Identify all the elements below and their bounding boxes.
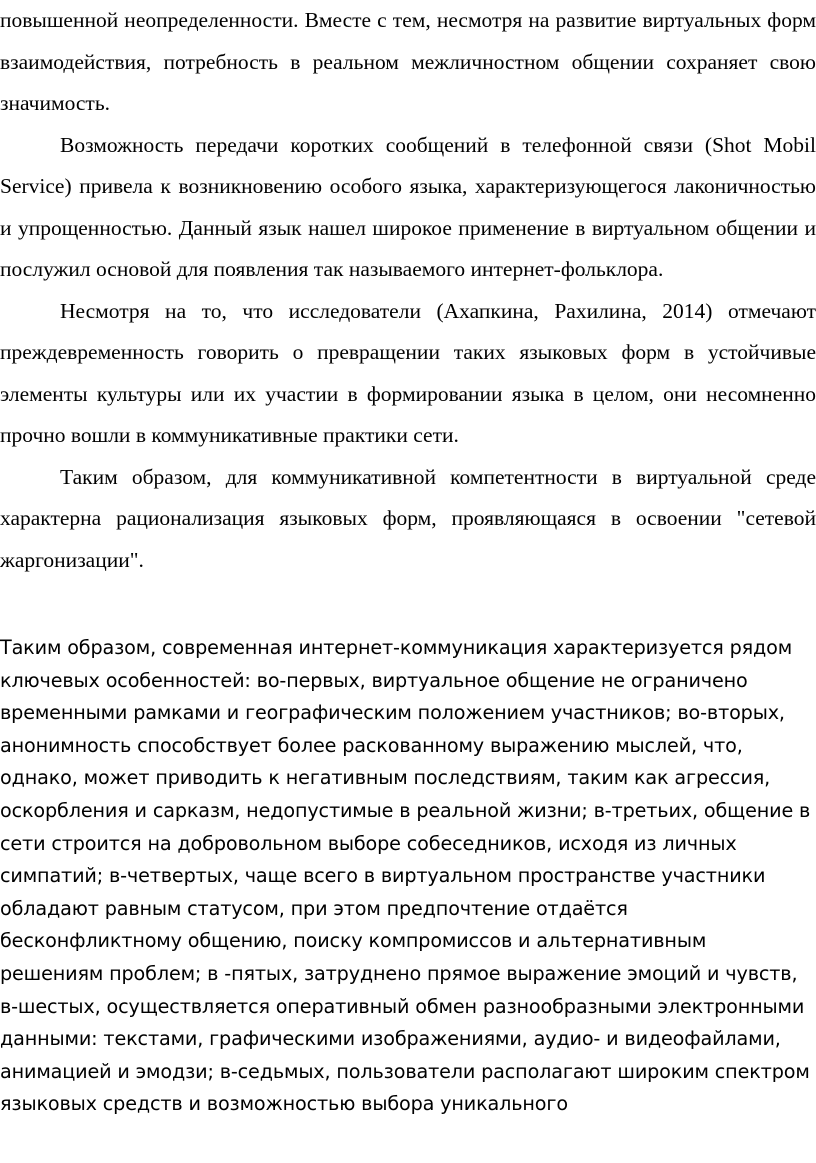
paragraph-summary-features: Таким образом, современная интернет-коммуникация характеризуется рядом ключевых особенностей: во-первых, виртуальное общение не ограничено временными рамками и географическим положением участников; во-вторых, анонимность способствует более раскованному выражению мыслей, что, однако, может приводить к негативным последствиям, таким как агрессия, оскорбления и сарказм, недопустимые в реальной жизни; в-третьих, общение в сети строится на добровольном выборе собеседников, исходя из личных симпатий; в-четвертых, чаще всего в виртуальном пространстве участники обладают равным статусом, при этом предпочтение отдаётся бесконфликтному общению, поиску компромиссов и альтернативным решениям проблем; в -пятых, затруднено прямое выражение эмоций и чувств, в-шестых, осуществляется оперативный обмен разнообразными электронными данными: текстами, графическими изображениями, аудио- и видеофайлами, анимацией и эмодзи; в-седьмых, пользователи располагают широким спектром языковых средств и возможностью выбора уникального [0, 636, 811, 1116]
paragraph-sms-language: Возможность передачи коротких сообщений в телефонной связи (Shot Mobil Service) привела к возникновению особого языка, характеризующегося лаконичностью и упрощенностью. Данный язык нашел широкое применение в виртуальном общении и послужил основой для появления так называемого интернет-фольклора. [0, 132, 816, 281]
paragraph-researchers: Несмотря на то, что исследователи (Ахапкина, Рахилина, 2014) отмечают преждевременность говорить о превращении таких языковых форм в устойчивые элементы культуры или их участии в формировании языка в целом, они несомненно прочно вошли в коммуникативные практики сети. [0, 298, 816, 447]
paragraph-continuation: повышенной неопределенности. Вместе с тем, несмотря на развитие виртуальных форм взаимодействия, потребность в реальном межличностном общении сохраняет свою значимость. [0, 8, 816, 115]
sans-text-section [0, 632, 812, 1121]
paragraph-conclusion: Таким образом, для коммуникативной компетентности в виртуальной среде характерна рационализация языковых форм, проявляющаяся в освоении "сетевой жаргонизации". [0, 464, 816, 572]
serif-text-section [0, 0, 816, 581]
